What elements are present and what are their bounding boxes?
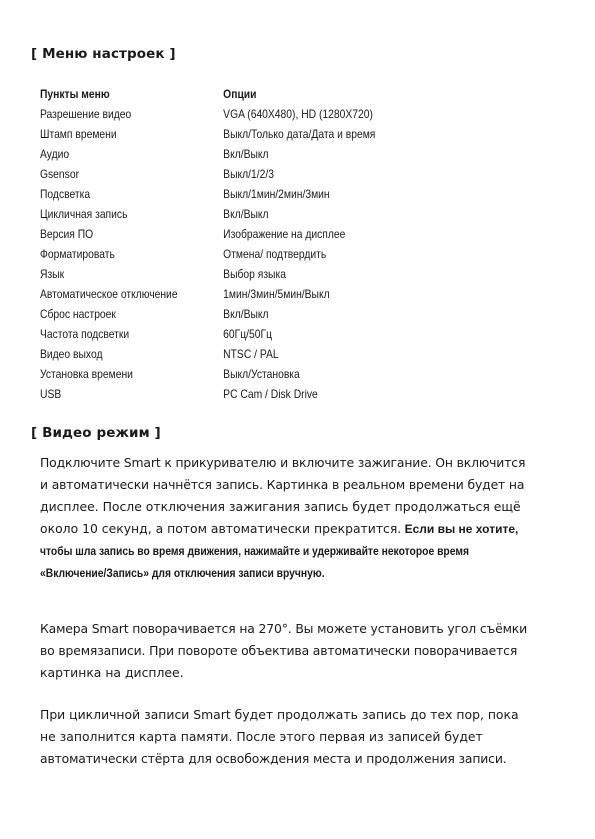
table-row [40, 284, 487, 304]
text-line: Подключите Smart к прикуривателю и включите зажигание. Он включится [40, 455, 526, 470]
text-line [40, 518, 555, 540]
manual-stop-note: Если вы не хотите, [401, 522, 519, 536]
menu-item-label: Форматировать [40, 247, 115, 261]
menu-item-label: USB [40, 387, 62, 401]
settings-menu-table [40, 84, 487, 404]
table-row [40, 264, 487, 284]
text-line: картинка на дисплее. [40, 665, 184, 680]
menu-item-options: Вкл/Выкл [223, 147, 269, 161]
menu-item-options: Выкл/1/2/3 [223, 167, 274, 181]
menu-item-options: Выкл/Установка [223, 367, 300, 381]
table-row [40, 144, 487, 164]
table-row [40, 184, 487, 204]
table-row [40, 244, 487, 264]
settings-menu-title: [ Меню настроек ] [31, 46, 176, 62]
menu-item-label: Gsensor [40, 167, 80, 181]
menu-item-options: PC Cam / Disk Drive [223, 387, 318, 401]
table-row [40, 384, 487, 404]
table-row [40, 344, 487, 364]
menu-item-options: 1мин/3мин/5мин/Выкл [223, 287, 330, 301]
table-row [40, 164, 487, 184]
text-segment: около 10 секунд, а потом автоматически прекратится. [40, 521, 402, 536]
menu-item-label: Разрешение видео [40, 107, 132, 121]
table-row [40, 304, 487, 324]
text-line: автоматически стёрта для освобождения места и продолжения записи. [40, 751, 507, 766]
text-line: и автоматически начнётся запись. Картинка в реальном времени будет на [40, 477, 525, 492]
video-mode-paragraph-2 [40, 618, 555, 684]
table-header-row [40, 84, 487, 104]
table-row [40, 204, 487, 224]
menu-item-options: Выкл/Только дата/Дата и время [223, 127, 376, 141]
menu-item-label: Цикличная запись [40, 207, 128, 221]
menu-item-options: NTSC / PAL [223, 347, 279, 361]
menu-item-label: Версия ПО [40, 227, 94, 241]
header-options: Опции [223, 87, 257, 101]
video-mode-paragraph-3 [40, 704, 555, 770]
manual-stop-note: чтобы шла запись во время движения, нажимайте и удерживайте некоторое время [40, 544, 469, 558]
text-line: При цикличной записи Smart будет продолжать запись до тех пор, пока [40, 707, 519, 722]
menu-item-label: Аудио [40, 147, 70, 161]
menu-item-options: 60Гц/50Гц [223, 327, 273, 341]
menu-item-label: Сброс настроек [40, 307, 116, 321]
menu-item-options: Изображение на дисплее [223, 227, 346, 241]
menu-item-label: Подсветка [40, 187, 91, 201]
header-menu-items: Пункты меню [40, 87, 110, 101]
table-row [40, 124, 487, 144]
menu-item-label: Автоматическое отключение [40, 287, 178, 301]
manual-stop-note: «Включение/Запись» для отключения записи вручную. [40, 566, 325, 580]
menu-item-label: Язык [40, 267, 65, 281]
table-row [40, 364, 487, 384]
video-mode-paragraph-1 [40, 452, 555, 584]
text-line: во времязаписи. При повороте объектива автоматически поворачивается [40, 643, 518, 658]
table-row [40, 104, 487, 124]
menu-item-label: Установка времени [40, 367, 133, 381]
menu-item-options: Вкл/Выкл [223, 207, 269, 221]
text-line: дисплее. После отключения зажигания запись будет продолжаться ещё [40, 499, 521, 514]
menu-item-label: Штамп времени [40, 127, 117, 141]
menu-item-options: Отмена/ подтвердить [223, 247, 327, 261]
table-row [40, 324, 487, 344]
menu-item-label: Видео выход [40, 347, 103, 361]
text-line: Камера Smart поворачивается на 270°. Вы можете установить угол съёмки [40, 621, 528, 636]
menu-item-label: Частота подсветки [40, 327, 130, 341]
menu-item-options: Выбор языка [223, 267, 286, 281]
menu-item-options: VGA (640X480), HD (1280X720) [223, 107, 373, 121]
menu-item-options: Вкл/Выкл [223, 307, 269, 321]
video-mode-title: [ Видео режим ] [31, 425, 161, 441]
text-line: не заполнится карта памяти. После этого первая из записей будет [40, 729, 483, 744]
table-row [40, 224, 487, 244]
menu-item-options: Выкл/1мин/2мин/3мин [223, 187, 330, 201]
